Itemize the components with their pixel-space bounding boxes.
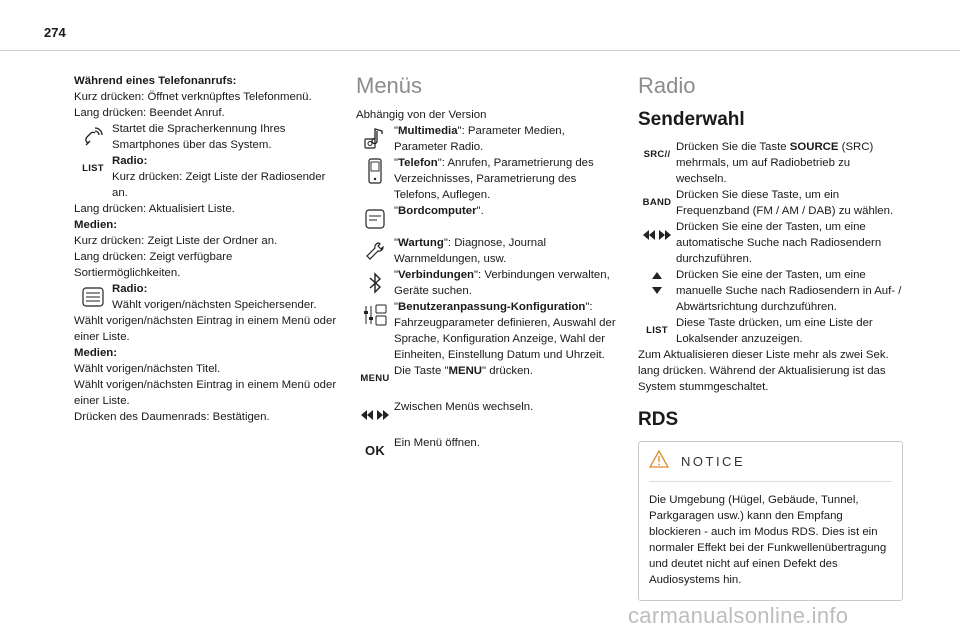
scroll-media-line-1: Wählt vorigen/nächsten Titel. <box>74 363 221 375</box>
menus-intro: Abhängig von der Version <box>356 109 487 121</box>
thumbwheel-icon <box>74 281 112 313</box>
seek-arrows-icon <box>638 219 676 251</box>
multimedia-icon <box>356 123 394 155</box>
src-row: SRC // Drücken Sie die Taste SOURCE (SRC) mehrmals, um auf Radiobetrieb zu wechseln. <box>638 139 903 187</box>
menu-bordcomputer: "Bordcomputer". <box>356 203 618 235</box>
header-divider <box>0 50 960 51</box>
column-menus <box>356 73 618 467</box>
ok-key-icon: OK <box>364 443 386 458</box>
scroll-radio-line: Wählt vorigen/nächsten Speichersender. <box>112 299 317 311</box>
radio-title: Radio <box>638 73 696 98</box>
voice-row <box>74 121 339 153</box>
list-more-text: Zum Aktualisieren dieser Liste mehr als zwei Sek. lang drücken. Während der Aktualisierung ist das System stummgeschaltet. <box>638 349 889 393</box>
column-radio <box>638 73 903 601</box>
menu-telefon: "Telefon": Anrufen, Parametrierung des Verzeichnisses, Parametrierung des Telefons, Auflegen. <box>356 155 618 203</box>
page-number: 274 <box>44 25 66 40</box>
menu-multimedia: "Multimedia": Parameter Medien, Parameter Radio. <box>356 123 618 155</box>
menu-wartung: "Wartung": Diagnose, Journal Warnmeldungen, usw. <box>356 235 618 267</box>
list-icon: LIST <box>82 163 104 174</box>
voice-command-icon <box>74 121 112 153</box>
bluetooth-icon <box>356 267 394 299</box>
voice-text: Startet die Spracherkennung Ihres Smartphones über das System. <box>112 123 286 151</box>
call-line-1: Kurz drücken: Öffnet verknüpftes Telefonmenü. <box>74 91 312 103</box>
menu-key-row: MENU Die Taste "MENU" drücken. <box>356 363 618 395</box>
column-steering-controls <box>74 73 339 425</box>
menus-title: Menüs <box>356 73 423 98</box>
rds-title: RDS <box>638 409 679 430</box>
notice-title: NOTICE <box>681 453 746 469</box>
trip-computer-icon <box>356 203 394 235</box>
media-line-1: Kurz drücken: Zeigt Liste der Ordner an. <box>74 235 278 247</box>
manual-row: Drücken Sie eine der Tasten, um eine manuelle Suche nach Radiosendern in Auf- / Abwärtsrichtung durchzuführen. <box>638 267 903 315</box>
ok-row: OK Ein Menü öffnen. <box>356 435 618 467</box>
call-heading: Während eines Telefonanrufs: <box>74 75 237 87</box>
prev-next-icon <box>356 399 394 431</box>
list-row <box>74 153 339 201</box>
watermark: carmanualsonline.info <box>628 603 849 628</box>
scroll-line: Wählt vorigen/nächsten Eintrag in einem Menü oder einer Liste. <box>74 315 337 343</box>
phone-icon <box>356 155 394 187</box>
up-down-arrows-icon <box>638 267 676 299</box>
notice-box <box>638 441 903 601</box>
settings-icon <box>356 299 394 331</box>
scroll-media-heading: Medien: <box>74 347 118 359</box>
list-radio-heading: Radio: <box>112 155 148 167</box>
list-row-radio: LIST Diese Taste drücken, um eine Liste der Lokalsender anzuzeigen. <box>638 315 903 347</box>
scroll-row <box>74 281 339 313</box>
media-line-2: Lang drücken: Zeigt verfügbare Sortiermöglichkeiten. <box>74 251 233 279</box>
scroll-media-line-3: Drücken des Daumenrads: Bestätigen. <box>74 411 270 423</box>
menu-konfiguration: "Benutzeranpassung-Konfiguration": Fahrzeugparameter definieren, Auswahl der Sprache, Konfiguration Anzeige, Wahl der Einheiten, Einstellung Datum und Uhrzeit. <box>356 299 618 363</box>
senderwahl-title: Senderwahl <box>638 109 745 130</box>
wrench-icon <box>356 235 394 267</box>
switch-menu-row: Zwischen Menüs wechseln. <box>356 399 618 431</box>
menu-verbindungen: "Verbindungen": Verbindungen verwalten, Geräte suchen. <box>356 267 618 299</box>
band-key-icon: BAND <box>642 197 672 208</box>
list-radio-line: Kurz drücken: Zeigt Liste der Radiosender an. <box>112 171 326 199</box>
scroll-media-line-2: Wählt vorigen/nächsten Eintrag in einem Menü oder einer Liste. <box>74 379 337 407</box>
notice-text: Die Umgebung (Hügel, Gebäude, Tunnel, Parkgaragen usw.) kann den Empfang blockieren - auch im Modus RDS. Dies ist ein normaler Effekt bei der Funkwellenübertragung und deutet nicht auf einen Defekt des Audiosystems hin. <box>649 494 887 586</box>
source-key-icon: SRC // <box>643 149 671 160</box>
list-key-icon: LIST <box>646 325 668 336</box>
scroll-radio-heading: Radio: <box>112 283 148 295</box>
menu-key-icon: MENU <box>360 373 390 384</box>
warning-icon <box>649 450 669 473</box>
media-heading: Medien: <box>74 219 118 231</box>
seek-row: Drücken Sie eine der Tasten, um eine automatische Suche nach Radiosendern durchzuführen. <box>638 219 903 267</box>
call-line-2: Lang drücken: Beendet Anruf. <box>74 107 225 119</box>
list-line-long: Lang drücken: Aktualisiert Liste. <box>74 203 235 215</box>
band-row: BAND Drücken Sie diese Taste, um ein Frequenzband (FM / AM / DAB) zu wählen. <box>638 187 903 219</box>
